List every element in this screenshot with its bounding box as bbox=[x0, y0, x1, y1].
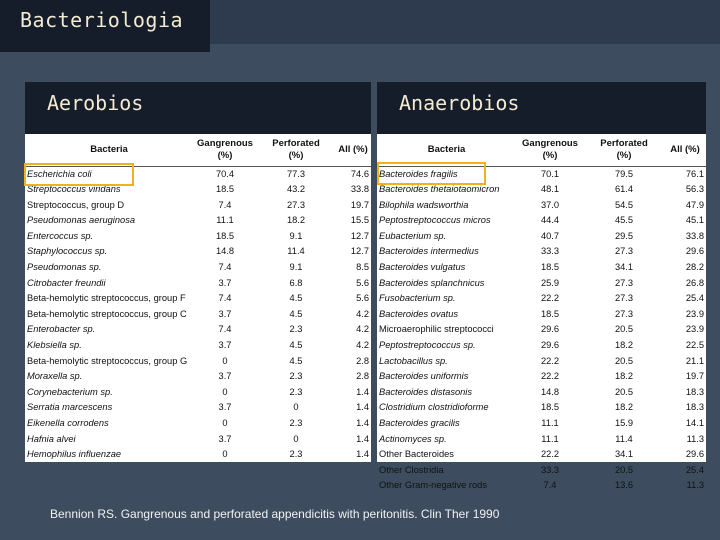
gangrenous-value: 33.3 bbox=[540, 246, 560, 257]
gangrenous-value: 7.4 bbox=[218, 199, 232, 210]
all-value: 4.2 bbox=[356, 340, 369, 351]
bacteria-name: Peptostreptococcus micros bbox=[379, 215, 491, 226]
all-value: 22.5 bbox=[685, 340, 704, 351]
all-value: 2.8 bbox=[356, 355, 369, 366]
perforated-value: 79.5 bbox=[614, 168, 634, 179]
all-value: 5.6 bbox=[356, 277, 369, 288]
bacteria-name: Bacteroides vulgatus bbox=[379, 262, 466, 273]
all-value: 11.3 bbox=[686, 433, 704, 444]
gangrenous-value: 3.7 bbox=[218, 433, 232, 444]
gangrenous-value: 18.5 bbox=[540, 402, 560, 413]
bacteria-name: Peptostreptococcus sp. bbox=[379, 340, 476, 351]
perforated-value: 4.5 bbox=[289, 340, 303, 351]
gangrenous-value: 11.1 bbox=[541, 418, 559, 428]
gangrenous-value: 3.7 bbox=[218, 402, 232, 413]
bacteria-name: Klebsiella sp. bbox=[27, 340, 82, 351]
all-value: 15.5 bbox=[350, 215, 369, 226]
bacteria-name: Actinomyces sp. bbox=[379, 433, 447, 444]
table-row bbox=[25, 244, 371, 260]
all-value: 1.4 bbox=[356, 449, 369, 460]
table-row bbox=[377, 291, 706, 307]
all-value: 76.1 bbox=[685, 168, 704, 179]
table-row bbox=[377, 354, 706, 370]
bacteria-name: Eikenella corrodens bbox=[27, 418, 109, 428]
table-row bbox=[377, 260, 706, 276]
all-value: 19.7 bbox=[350, 199, 369, 210]
perforated-value: 18.2 bbox=[286, 215, 306, 226]
aerobios-rows bbox=[25, 166, 371, 463]
bacteria-name: Eubacterium sp. bbox=[379, 230, 447, 241]
gangrenous-value: 0 bbox=[222, 418, 228, 428]
col-gangrenous: Gangrenous (%) bbox=[197, 137, 253, 161]
perforated-value: 4.5 bbox=[289, 293, 303, 304]
all-value: 1.4 bbox=[356, 418, 369, 428]
perforated-value: 9.1 bbox=[289, 230, 303, 241]
table-row bbox=[377, 447, 706, 463]
all-value: 33.8 bbox=[685, 230, 704, 241]
table-row bbox=[25, 229, 371, 245]
bacteria-name: Pseudomonas sp. bbox=[27, 262, 102, 273]
bacteria-name: Bacteroides fragilis bbox=[379, 168, 458, 179]
perforated-value: 11.4 bbox=[287, 246, 305, 257]
col-gangrenous: Gangrenous (%) bbox=[522, 137, 578, 161]
bacteria-name: Streptococcus viridans bbox=[27, 184, 121, 195]
perforated-value: 6.8 bbox=[289, 277, 303, 288]
bacteria-name: Escherichia coli bbox=[27, 168, 92, 179]
gangrenous-value: 7.4 bbox=[218, 324, 232, 335]
table-row bbox=[25, 385, 371, 401]
table-row bbox=[25, 416, 371, 432]
all-value: 12.7 bbox=[350, 230, 369, 241]
gangrenous-value: 25.9 bbox=[540, 277, 560, 288]
table-row bbox=[25, 338, 371, 354]
table-row bbox=[377, 338, 706, 354]
all-value: 4.2 bbox=[356, 324, 369, 335]
gangrenous-value: 22.2 bbox=[540, 355, 560, 366]
all-value: 45.1 bbox=[685, 215, 704, 226]
table-row bbox=[377, 369, 706, 385]
perforated-value: 2.3 bbox=[289, 418, 303, 428]
all-value: 18.3 bbox=[685, 402, 704, 413]
perforated-value: 18.2 bbox=[614, 402, 634, 413]
table-row bbox=[25, 354, 371, 370]
aerobios-panel bbox=[25, 82, 371, 462]
col-all: All (%) bbox=[338, 143, 368, 155]
all-value: 23.9 bbox=[685, 324, 704, 335]
table-row bbox=[377, 478, 706, 494]
all-value: 28.2 bbox=[685, 262, 704, 273]
all-value: 1.4 bbox=[356, 386, 369, 397]
gangrenous-value: 7.4 bbox=[218, 293, 232, 304]
bacteria-name: Clostridium clostridioforme bbox=[379, 402, 489, 413]
table-row bbox=[25, 432, 371, 448]
col-perforated: Perforated (%) bbox=[272, 137, 320, 161]
bacteria-name: Hafnia alvei bbox=[27, 433, 76, 444]
all-value: 56.3 bbox=[685, 184, 704, 195]
all-value: 26.8 bbox=[685, 277, 704, 288]
bacteria-name: Other Bacteroides bbox=[379, 449, 454, 460]
gangrenous-value: 14.8 bbox=[215, 246, 235, 257]
aerobios-heading: Aerobios bbox=[47, 91, 144, 115]
table-row bbox=[25, 369, 371, 385]
top-band bbox=[210, 0, 720, 44]
gangrenous-value: 7.4 bbox=[543, 480, 557, 491]
table-row bbox=[377, 385, 706, 401]
table-row bbox=[377, 229, 706, 245]
highlight-bacteroides-fragilis bbox=[377, 162, 486, 185]
gangrenous-value: 14.8 bbox=[540, 386, 560, 397]
perforated-value: 18.2 bbox=[614, 340, 634, 351]
perforated-value: 27.3 bbox=[614, 308, 634, 319]
bacteria-name: Citrobacter freundii bbox=[27, 277, 106, 288]
table-row bbox=[25, 447, 371, 463]
table-row bbox=[25, 213, 371, 229]
bacteria-name: Bacteroides uniformis bbox=[379, 371, 469, 382]
gangrenous-value: 29.6 bbox=[540, 324, 560, 335]
col-bacteria: Bacteria bbox=[427, 143, 466, 155]
perforated-value: 4.5 bbox=[289, 355, 303, 366]
bacteria-name: Enterobacter sp. bbox=[27, 324, 96, 335]
perforated-value: 34.1 bbox=[614, 449, 634, 460]
bacteria-name: Staphylococcus sp. bbox=[27, 246, 108, 257]
bacteria-name: Serratia marcescens bbox=[27, 402, 113, 413]
perforated-value: 27.3 bbox=[614, 293, 634, 304]
gangrenous-value: 0 bbox=[222, 355, 228, 366]
bacteria-name: Beta-hemolytic streptococcus, group F bbox=[27, 293, 186, 304]
col-perforated: Perforated (%) bbox=[600, 137, 648, 161]
aerobios-header-row bbox=[25, 134, 371, 166]
anaerobios-rows bbox=[377, 166, 706, 494]
all-value: 19.7 bbox=[685, 371, 704, 382]
citation: Bennion RS. Gangrenous and perforated appendicitis with peritonitis. Clin Ther 1990 bbox=[50, 507, 500, 521]
bacteria-name: Bacteroides distasonis bbox=[379, 386, 473, 397]
perforated-value: 27.3 bbox=[614, 246, 634, 257]
bacteria-name: Fusobacterium sp. bbox=[379, 293, 456, 304]
bacteria-name: Hemophilus influenzae bbox=[27, 449, 122, 460]
bacteria-name: Pseudomonas aeruginosa bbox=[27, 215, 136, 226]
gangrenous-value: 3.7 bbox=[218, 371, 232, 382]
perforated-value: 77.3 bbox=[286, 168, 306, 179]
perforated-value: 27.3 bbox=[286, 199, 306, 210]
gangrenous-value: 48.1 bbox=[540, 184, 560, 195]
gangrenous-value: 0 bbox=[222, 449, 228, 460]
perforated-value: 2.3 bbox=[289, 371, 303, 382]
anaerobios-header bbox=[377, 82, 706, 134]
all-value: 14.1 bbox=[685, 418, 704, 428]
perforated-value: 2.3 bbox=[289, 386, 303, 397]
gangrenous-value: 18.5 bbox=[540, 262, 560, 273]
all-value: 1.4 bbox=[356, 433, 369, 444]
col-all: All (%) bbox=[670, 143, 700, 155]
col-bacteria: Bacteria bbox=[90, 143, 128, 155]
slide-title: Bacteriologia bbox=[20, 8, 184, 32]
perforated-value: 34.1 bbox=[614, 262, 634, 273]
bacteria-name: Bacteroides gracilis bbox=[379, 418, 460, 428]
table-row bbox=[377, 276, 706, 292]
all-value: 33.8 bbox=[350, 184, 369, 195]
bacteria-name: Corynebacterium sp. bbox=[27, 386, 113, 397]
slide-title-box bbox=[0, 0, 210, 52]
anaerobios-table bbox=[377, 134, 706, 494]
gangrenous-value: 0 bbox=[222, 386, 228, 397]
perforated-value: 13.6 bbox=[614, 480, 634, 491]
gangrenous-value: 33.3 bbox=[540, 464, 560, 475]
all-value: 21.1 bbox=[685, 355, 704, 366]
bacteria-name: Other Clostridia bbox=[379, 464, 444, 475]
perforated-value: 11.4 bbox=[615, 433, 633, 444]
gangrenous-value: 22.2 bbox=[540, 449, 560, 460]
gangrenous-value: 18.5 bbox=[215, 184, 235, 195]
perforated-value: 27.3 bbox=[614, 277, 634, 288]
bacteria-name: Beta-hemolytic streptococcus, group G bbox=[27, 355, 188, 366]
gangrenous-value: 40.7 bbox=[540, 230, 560, 241]
gangrenous-value: 18.5 bbox=[215, 230, 235, 241]
bacteria-name: Streptococcus, group D bbox=[27, 199, 125, 210]
gangrenous-value: 37.0 bbox=[540, 199, 560, 210]
gangrenous-value: 3.7 bbox=[218, 277, 232, 288]
table-row bbox=[377, 244, 706, 260]
table-row bbox=[377, 463, 706, 479]
table-row bbox=[377, 400, 706, 416]
perforated-value: 43.2 bbox=[286, 184, 306, 195]
all-value: 29.6 bbox=[685, 246, 704, 257]
perforated-value: 0 bbox=[293, 402, 299, 413]
bacteria-name: Microaerophilic streptococci bbox=[379, 324, 494, 335]
table-row bbox=[377, 213, 706, 229]
table-row bbox=[377, 322, 706, 338]
bacteria-name: Bacteroides splanchnicus bbox=[379, 277, 485, 288]
gangrenous-value: 29.6 bbox=[540, 340, 560, 351]
perforated-value: 18.2 bbox=[614, 371, 634, 382]
bacteria-name: Moraxella sp. bbox=[27, 371, 83, 382]
bacteria-name: Beta-hemolytic streptococcus, group C bbox=[27, 308, 187, 319]
gangrenous-value: 70.4 bbox=[215, 168, 235, 179]
gangrenous-value: 7.4 bbox=[218, 262, 232, 273]
gangrenous-value: 22.2 bbox=[540, 293, 560, 304]
bacteria-name: Bacteroides thetaiotaomicron bbox=[379, 184, 500, 195]
all-value: 29.6 bbox=[685, 449, 704, 460]
perforated-value: 54.5 bbox=[614, 199, 634, 210]
perforated-value: 29.5 bbox=[614, 230, 634, 241]
perforated-value: 20.5 bbox=[614, 386, 634, 397]
perforated-value: 45.5 bbox=[614, 215, 634, 226]
all-value: 11.3 bbox=[686, 480, 704, 491]
bacteria-name: Lactobacillus sp. bbox=[379, 355, 448, 366]
all-value: 74.6 bbox=[350, 168, 369, 179]
all-value: 12.7 bbox=[350, 246, 369, 257]
all-value: 25.4 bbox=[685, 293, 704, 304]
perforated-value: 4.5 bbox=[289, 308, 303, 319]
table-row bbox=[377, 416, 706, 432]
table-row bbox=[25, 276, 371, 292]
table-row bbox=[25, 260, 371, 276]
gangrenous-value: 11.1 bbox=[216, 215, 234, 226]
gangrenous-value: 22.2 bbox=[540, 371, 560, 382]
gangrenous-value: 70.1 bbox=[540, 168, 560, 179]
bacteria-name: Bilophila wadsworthia bbox=[379, 199, 469, 210]
all-value: 8.5 bbox=[356, 262, 369, 273]
perforated-value: 0 bbox=[293, 433, 299, 444]
table-row bbox=[25, 198, 371, 214]
all-value: 18.3 bbox=[685, 386, 704, 397]
perforated-value: 20.5 bbox=[614, 355, 634, 366]
table-row bbox=[25, 400, 371, 416]
all-value: 23.9 bbox=[685, 308, 704, 319]
bacteria-name: Other Gram-negative rods bbox=[379, 480, 487, 491]
anaerobios-heading: Anaerobios bbox=[399, 91, 520, 115]
all-value: 25.4 bbox=[685, 464, 704, 475]
bacteria-name: Bacteroides intermedius bbox=[379, 246, 479, 257]
table-row bbox=[25, 291, 371, 307]
perforated-value: 20.5 bbox=[614, 324, 634, 335]
table-row bbox=[377, 307, 706, 323]
perforated-value: 15.9 bbox=[614, 418, 634, 428]
perforated-value: 61.4 bbox=[614, 184, 634, 195]
all-value: 1.4 bbox=[356, 402, 369, 413]
bacteria-name: Entercoccus sp. bbox=[27, 230, 94, 241]
aerobios-header bbox=[25, 82, 371, 134]
gangrenous-value: 3.7 bbox=[218, 340, 232, 351]
gangrenous-value: 18.5 bbox=[540, 308, 560, 319]
perforated-value: 2.3 bbox=[289, 324, 303, 335]
highlight-e-coli bbox=[24, 163, 134, 186]
table-row bbox=[25, 322, 371, 338]
all-value: 47.9 bbox=[685, 199, 704, 210]
bacteria-name: Bacteroides ovatus bbox=[379, 308, 459, 319]
perforated-value: 2.3 bbox=[289, 449, 303, 460]
perforated-value: 9.1 bbox=[289, 262, 303, 273]
perforated-value: 20.5 bbox=[614, 464, 634, 475]
gangrenous-value: 44.4 bbox=[540, 215, 560, 226]
table-row bbox=[377, 432, 706, 448]
anaerobios-panel bbox=[377, 82, 706, 491]
gangrenous-value: 11.1 bbox=[541, 433, 559, 444]
all-value: 2.8 bbox=[356, 371, 369, 382]
gangrenous-value: 3.7 bbox=[218, 308, 232, 319]
table-row bbox=[377, 198, 706, 214]
all-value: 5.6 bbox=[356, 293, 369, 304]
table-row bbox=[25, 307, 371, 323]
all-value: 4.2 bbox=[356, 308, 369, 319]
